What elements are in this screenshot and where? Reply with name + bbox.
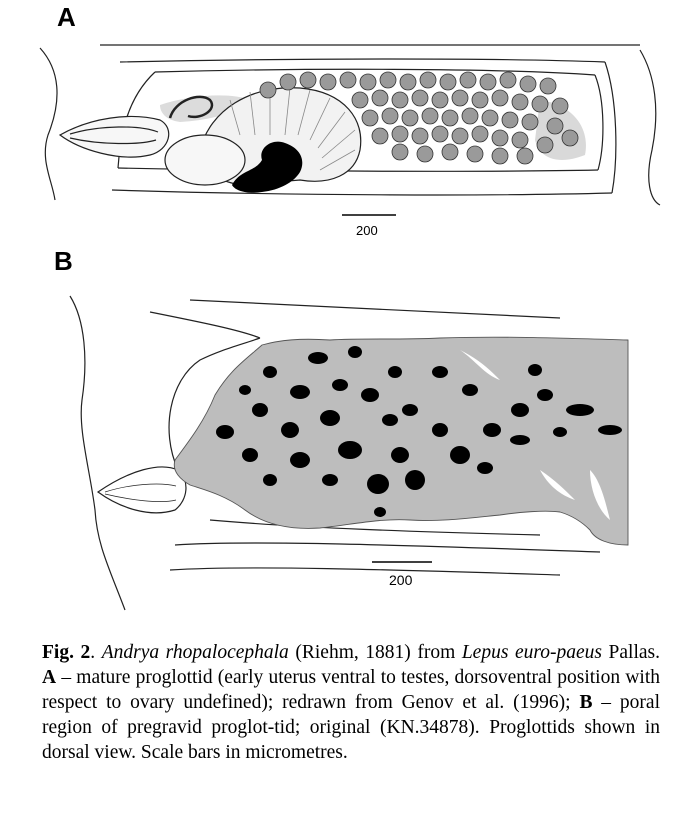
panel-a-drawing [40,45,660,205]
panel-a-label: A [57,2,76,32]
caption-a-label: A [42,667,57,688]
caption-fig-label: Fig. 2 [42,642,91,663]
panel-b-scale-label: 200 [389,572,413,588]
caption-a-text: – mature proglottid (early uterus ventral to testes, dorsoventral position with respect to ovary undefined); redrawn from Genov et al. (1996); [42,667,660,713]
panel-a-scale-label: 200 [356,223,378,238]
caption-b-text: – poral region of pregravid proglot-tid; original (KN.34878). Proglottids shown in dorsal view. Scale bars in micrometres. [42,692,660,763]
caption-host-authority: Pallas. [601,642,660,663]
caption-b-label: B [579,692,593,713]
figure-caption [42,640,660,765]
caption-sep: . [90,642,102,663]
caption-host: Lepus euro-paeus [461,642,602,663]
caption-authority: (Riehm, 1881) from [288,642,462,663]
panel-b-label: B [54,246,73,276]
caption-species: Andrya rhopalocephala [101,642,289,663]
panel-b-drawing [70,296,628,610]
